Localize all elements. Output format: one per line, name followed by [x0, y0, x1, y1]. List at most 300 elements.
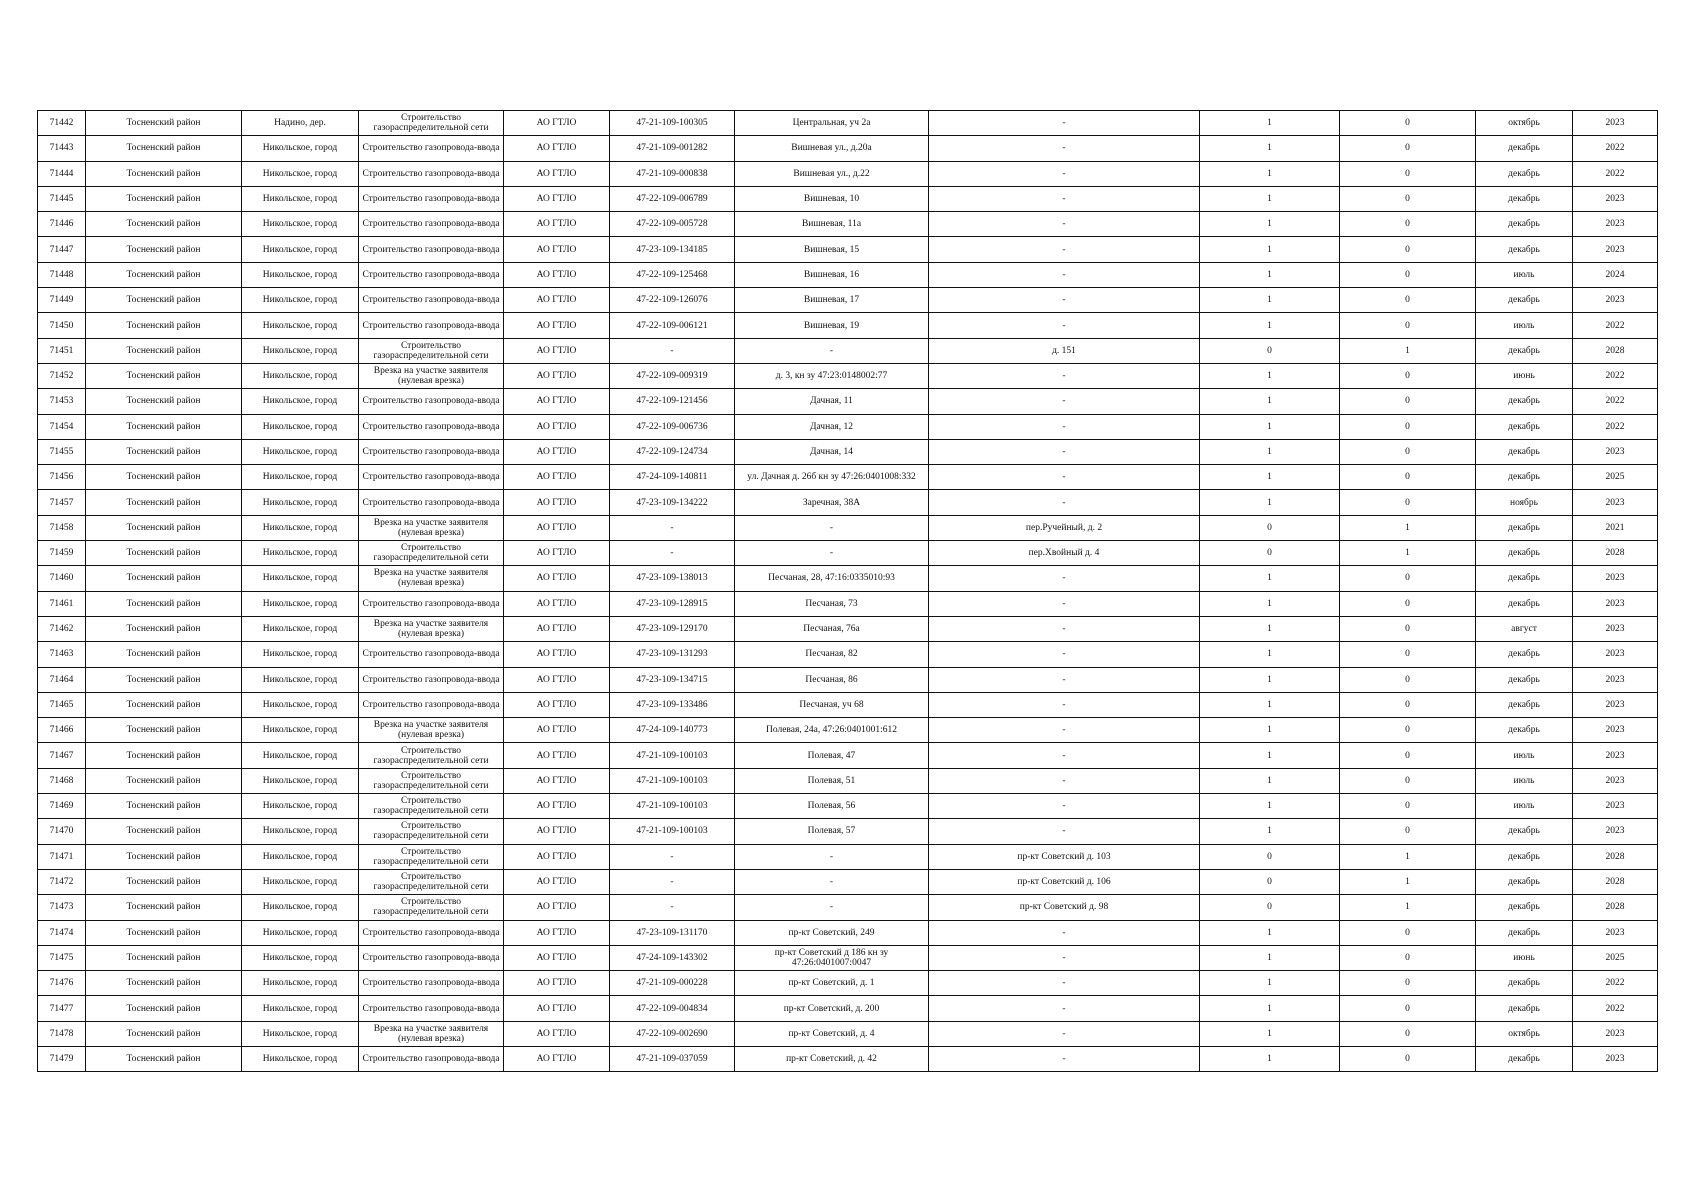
contract-number-cell: - [610, 844, 735, 869]
district-cell: Тосненский район [86, 844, 242, 869]
count-a-cell: 1 [1200, 111, 1340, 136]
work-type-cell: Строительство газораспределительной сети [359, 541, 504, 566]
table-row [38, 945, 1658, 970]
address-cell: Вишневая, 19 [735, 313, 929, 338]
contract-number-cell: 47-23-109-134715 [610, 667, 735, 692]
month-cell: декабрь [1476, 541, 1573, 566]
object-address-cell: - [929, 591, 1200, 616]
year-cell: 2023 [1573, 743, 1658, 768]
count-b-cell: 1 [1340, 895, 1476, 920]
table-row [38, 515, 1658, 540]
work-type-cell: Врезка на участке заявителя (нулевая врезка) [359, 566, 504, 591]
row-number-cell: 71443 [38, 136, 86, 161]
table-body [38, 111, 1658, 1072]
row-number-cell: 71459 [38, 541, 86, 566]
address-cell: Песчаная, 73 [735, 591, 929, 616]
district-cell: Тосненский район [86, 1021, 242, 1046]
address-cell: пр-кт Советский, д. 200 [735, 996, 929, 1021]
month-cell: декабрь [1476, 288, 1573, 313]
year-cell: 2024 [1573, 262, 1658, 287]
work-type-cell: Строительство газопровода-ввода [359, 996, 504, 1021]
address-cell: Центральная, уч 2а [735, 111, 929, 136]
organization-cell: АО ГТЛО [504, 313, 610, 338]
address-cell: пр-кт Советский, д. 1 [735, 971, 929, 996]
work-type-cell: Врезка на участке заявителя (нулевая врезка) [359, 515, 504, 540]
year-cell: 2023 [1573, 288, 1658, 313]
table-row [38, 414, 1658, 439]
address-cell: Песчаная, 28, 47:16:0335010:93 [735, 566, 929, 591]
year-cell: 2022 [1573, 996, 1658, 1021]
district-cell: Тосненский район [86, 819, 242, 844]
count-b-cell: 0 [1340, 996, 1476, 1021]
count-b-cell: 1 [1340, 844, 1476, 869]
district-cell: Тосненский район [86, 313, 242, 338]
count-a-cell: 1 [1200, 186, 1340, 211]
count-a-cell: 1 [1200, 313, 1340, 338]
contract-number-cell: 47-21-109-000838 [610, 161, 735, 186]
year-cell: 2028 [1573, 844, 1658, 869]
address-cell: пр-кт Советский, д. 4 [735, 1021, 929, 1046]
organization-cell: АО ГТЛО [504, 212, 610, 237]
settlement-cell: Никольское, город [242, 212, 359, 237]
object-address-cell: - [929, 288, 1200, 313]
count-a-cell: 1 [1200, 718, 1340, 743]
year-cell: 2023 [1573, 111, 1658, 136]
organization-cell: АО ГТЛО [504, 743, 610, 768]
organization-cell: АО ГТЛО [504, 566, 610, 591]
contract-number-cell: - [610, 515, 735, 540]
month-cell: ноябрь [1476, 490, 1573, 515]
district-cell: Тосненский район [86, 161, 242, 186]
object-address-cell: - [929, 945, 1200, 970]
year-cell: 2023 [1573, 794, 1658, 819]
count-a-cell: 0 [1200, 515, 1340, 540]
organization-cell: АО ГТЛО [504, 389, 610, 414]
object-address-cell: - [929, 819, 1200, 844]
table-row [38, 389, 1658, 414]
count-a-cell: 1 [1200, 237, 1340, 262]
organization-cell: АО ГТЛО [504, 869, 610, 894]
year-cell: 2022 [1573, 389, 1658, 414]
settlement-cell: Никольское, город [242, 743, 359, 768]
table-row [38, 1046, 1658, 1071]
count-b-cell: 0 [1340, 566, 1476, 591]
work-type-cell: Врезка на участке заявителя (нулевая врезка) [359, 616, 504, 641]
row-number-cell: 71474 [38, 920, 86, 945]
address-cell: Вишневая, 17 [735, 288, 929, 313]
row-number-cell: 71456 [38, 465, 86, 490]
settlement-cell: Никольское, город [242, 338, 359, 363]
settlement-cell: Никольское, город [242, 161, 359, 186]
row-number-cell: 71449 [38, 288, 86, 313]
year-cell: 2023 [1573, 490, 1658, 515]
year-cell: 2028 [1573, 895, 1658, 920]
year-cell: 2025 [1573, 465, 1658, 490]
settlement-cell: Никольское, город [242, 465, 359, 490]
count-b-cell: 0 [1340, 945, 1476, 970]
month-cell: декабрь [1476, 920, 1573, 945]
object-address-cell: - [929, 667, 1200, 692]
district-cell: Тосненский район [86, 389, 242, 414]
contract-number-cell: 47-22-109-126076 [610, 288, 735, 313]
object-address-cell: пр-кт Советский д. 103 [929, 844, 1200, 869]
object-address-cell: - [929, 718, 1200, 743]
work-type-cell: Строительство газопровода-ввода [359, 389, 504, 414]
year-cell: 2023 [1573, 692, 1658, 717]
row-number-cell: 71463 [38, 642, 86, 667]
settlement-cell: Никольское, город [242, 718, 359, 743]
contract-number-cell: 47-22-109-009319 [610, 363, 735, 388]
count-a-cell: 1 [1200, 161, 1340, 186]
contract-number-cell: 47-22-109-006736 [610, 414, 735, 439]
address-cell: Дачная, 11 [735, 389, 929, 414]
district-cell: Тосненский район [86, 136, 242, 161]
settlement-cell: Надино, дер. [242, 111, 359, 136]
month-cell: декабрь [1476, 971, 1573, 996]
row-number-cell: 71476 [38, 971, 86, 996]
object-address-cell: - [929, 262, 1200, 287]
address-cell: Песчаная, 82 [735, 642, 929, 667]
address-cell: Полевая, 56 [735, 794, 929, 819]
address-cell: Полевая, 47 [735, 743, 929, 768]
row-number-cell: 71464 [38, 667, 86, 692]
address-cell: - [735, 338, 929, 363]
district-cell: Тосненский район [86, 996, 242, 1021]
district-cell: Тосненский район [86, 794, 242, 819]
object-address-cell: пер.Хвойный д. 4 [929, 541, 1200, 566]
table-row [38, 161, 1658, 186]
count-a-cell: 1 [1200, 616, 1340, 641]
work-type-cell: Строительство газопровода-ввода [359, 692, 504, 717]
month-cell: декабрь [1476, 1046, 1573, 1071]
object-address-cell: - [929, 111, 1200, 136]
address-cell: Дачная, 14 [735, 439, 929, 464]
organization-cell: АО ГТЛО [504, 768, 610, 793]
count-b-cell: 0 [1340, 389, 1476, 414]
count-a-cell: 1 [1200, 591, 1340, 616]
work-type-cell: Строительство газораспределительной сети [359, 844, 504, 869]
contract-number-cell: 47-23-109-138013 [610, 566, 735, 591]
count-a-cell: 1 [1200, 262, 1340, 287]
object-address-cell: - [929, 692, 1200, 717]
table-row [38, 237, 1658, 262]
year-cell: 2028 [1573, 541, 1658, 566]
organization-cell: АО ГТЛО [504, 920, 610, 945]
work-type-cell: Строительство газопровода-ввода [359, 945, 504, 970]
contract-number-cell: 47-22-109-006121 [610, 313, 735, 338]
work-type-cell: Строительство газопровода-ввода [359, 1046, 504, 1071]
count-a-cell: 1 [1200, 212, 1340, 237]
table-row [38, 743, 1658, 768]
organization-cell: АО ГТЛО [504, 1046, 610, 1071]
organization-cell: АО ГТЛО [504, 186, 610, 211]
table-row [38, 136, 1658, 161]
object-address-cell: - [929, 971, 1200, 996]
settlement-cell: Никольское, город [242, 920, 359, 945]
organization-cell: АО ГТЛО [504, 667, 610, 692]
row-number-cell: 71444 [38, 161, 86, 186]
row-number-cell: 71473 [38, 895, 86, 920]
table-row [38, 819, 1658, 844]
contract-number-cell: - [610, 541, 735, 566]
count-a-cell: 1 [1200, 363, 1340, 388]
district-cell: Тосненский район [86, 186, 242, 211]
address-cell: - [735, 844, 929, 869]
count-a-cell: 1 [1200, 794, 1340, 819]
count-a-cell: 1 [1200, 136, 1340, 161]
month-cell: декабрь [1476, 844, 1573, 869]
object-address-cell: - [929, 389, 1200, 414]
count-b-cell: 0 [1340, 288, 1476, 313]
count-a-cell: 1 [1200, 439, 1340, 464]
district-cell: Тосненский район [86, 971, 242, 996]
settlement-cell: Никольское, город [242, 1046, 359, 1071]
object-address-cell: пр-кт Советский д. 106 [929, 869, 1200, 894]
month-cell: декабрь [1476, 186, 1573, 211]
month-cell: декабрь [1476, 692, 1573, 717]
work-type-cell: Строительство газопровода-ввода [359, 212, 504, 237]
year-cell: 2023 [1573, 642, 1658, 667]
district-cell: Тосненский район [86, 642, 242, 667]
table-row [38, 642, 1658, 667]
address-cell: - [735, 515, 929, 540]
count-b-cell: 1 [1340, 515, 1476, 540]
organization-cell: АО ГТЛО [504, 465, 610, 490]
object-address-cell: - [929, 161, 1200, 186]
count-a-cell: 1 [1200, 996, 1340, 1021]
count-b-cell: 0 [1340, 667, 1476, 692]
count-a-cell: 1 [1200, 743, 1340, 768]
month-cell: декабрь [1476, 465, 1573, 490]
object-address-cell: - [929, 414, 1200, 439]
count-a-cell: 1 [1200, 566, 1340, 591]
table-row [38, 212, 1658, 237]
address-cell: Заречная, 38А [735, 490, 929, 515]
district-cell: Тосненский район [86, 667, 242, 692]
organization-cell: АО ГТЛО [504, 414, 610, 439]
table-row [38, 844, 1658, 869]
work-type-cell: Строительство газопровода-ввода [359, 591, 504, 616]
district-cell: Тосненский район [86, 465, 242, 490]
contract-number-cell: 47-23-109-133486 [610, 692, 735, 717]
object-address-cell: пер.Ручейный, д. 2 [929, 515, 1200, 540]
organization-cell: АО ГТЛО [504, 515, 610, 540]
table-row [38, 288, 1658, 313]
address-cell: Вишневая, 10 [735, 186, 929, 211]
settlement-cell: Никольское, город [242, 363, 359, 388]
table-row [38, 667, 1658, 692]
work-type-cell: Строительство газопровода-ввода [359, 667, 504, 692]
count-b-cell: 0 [1340, 414, 1476, 439]
object-address-cell: - [929, 490, 1200, 515]
district-cell: Тосненский район [86, 338, 242, 363]
count-a-cell: 1 [1200, 1021, 1340, 1046]
district-cell: Тосненский район [86, 414, 242, 439]
district-cell: Тосненский район [86, 616, 242, 641]
count-b-cell: 0 [1340, 971, 1476, 996]
address-cell: Полевая, 51 [735, 768, 929, 793]
count-a-cell: 0 [1200, 541, 1340, 566]
count-a-cell: 1 [1200, 667, 1340, 692]
organization-cell: АО ГТЛО [504, 338, 610, 363]
address-cell: Песчаная, уч 68 [735, 692, 929, 717]
address-cell: пр-кт Советский, д. 42 [735, 1046, 929, 1071]
object-address-cell: - [929, 768, 1200, 793]
count-b-cell: 1 [1340, 541, 1476, 566]
month-cell: июль [1476, 743, 1573, 768]
month-cell: декабрь [1476, 439, 1573, 464]
organization-cell: АО ГТЛО [504, 288, 610, 313]
year-cell: 2028 [1573, 338, 1658, 363]
organization-cell: АО ГТЛО [504, 237, 610, 262]
year-cell: 2023 [1573, 212, 1658, 237]
month-cell: декабрь [1476, 895, 1573, 920]
address-cell: Полевая, 57 [735, 819, 929, 844]
settlement-cell: Никольское, город [242, 515, 359, 540]
settlement-cell: Никольское, город [242, 389, 359, 414]
settlement-cell: Никольское, город [242, 692, 359, 717]
object-address-cell: - [929, 465, 1200, 490]
settlement-cell: Никольское, город [242, 439, 359, 464]
contract-number-cell: 47-21-109-100103 [610, 819, 735, 844]
work-type-cell: Строительство газораспределительной сети [359, 869, 504, 894]
count-a-cell: 0 [1200, 869, 1340, 894]
work-type-cell: Врезка на участке заявителя (нулевая врезка) [359, 363, 504, 388]
object-address-cell: пр-кт Советский д. 98 [929, 895, 1200, 920]
district-cell: Тосненский район [86, 945, 242, 970]
row-number-cell: 71462 [38, 616, 86, 641]
row-number-cell: 71458 [38, 515, 86, 540]
row-number-cell: 71448 [38, 262, 86, 287]
settlement-cell: Никольское, город [242, 313, 359, 338]
address-cell: пр-кт Советский, 249 [735, 920, 929, 945]
month-cell: июль [1476, 262, 1573, 287]
settlement-cell: Никольское, город [242, 591, 359, 616]
object-address-cell: - [929, 237, 1200, 262]
year-cell: 2023 [1573, 819, 1658, 844]
contract-number-cell: 47-23-109-134222 [610, 490, 735, 515]
object-address-cell: - [929, 212, 1200, 237]
organization-cell: АО ГТЛО [504, 819, 610, 844]
table-row [38, 869, 1658, 894]
year-cell: 2022 [1573, 971, 1658, 996]
count-b-cell: 1 [1340, 869, 1476, 894]
count-a-cell: 1 [1200, 288, 1340, 313]
settlement-cell: Никольское, город [242, 136, 359, 161]
month-cell: декабрь [1476, 161, 1573, 186]
count-a-cell: 1 [1200, 971, 1340, 996]
month-cell: декабрь [1476, 819, 1573, 844]
work-type-cell: Строительство газораспределительной сети [359, 768, 504, 793]
contract-number-cell: 47-23-109-131293 [610, 642, 735, 667]
object-address-cell: - [929, 566, 1200, 591]
address-cell: Вишневая, 15 [735, 237, 929, 262]
contract-number-cell: 47-22-109-004834 [610, 996, 735, 1021]
contract-number-cell: 47-24-109-140811 [610, 465, 735, 490]
work-type-cell: Строительство газопровода-ввода [359, 414, 504, 439]
year-cell: 2023 [1573, 439, 1658, 464]
district-cell: Тосненский район [86, 262, 242, 287]
organization-cell: АО ГТЛО [504, 1021, 610, 1046]
work-type-cell: Строительство газораспределительной сети [359, 794, 504, 819]
contract-number-cell: - [610, 895, 735, 920]
row-number-cell: 71467 [38, 743, 86, 768]
count-a-cell: 0 [1200, 895, 1340, 920]
row-number-cell: 71452 [38, 363, 86, 388]
settlement-cell: Никольское, город [242, 186, 359, 211]
year-cell: 2023 [1573, 1021, 1658, 1046]
count-b-cell: 0 [1340, 1021, 1476, 1046]
table-row [38, 541, 1658, 566]
row-number-cell: 71447 [38, 237, 86, 262]
count-b-cell: 0 [1340, 161, 1476, 186]
year-cell: 2022 [1573, 414, 1658, 439]
organization-cell: АО ГТЛО [504, 844, 610, 869]
address-cell: ул. Дачная д. 26б кн зу 47:26:0401008:332 [735, 465, 929, 490]
row-number-cell: 71477 [38, 996, 86, 1021]
settlement-cell: Никольское, город [242, 616, 359, 641]
object-address-cell: - [929, 743, 1200, 768]
object-address-cell: - [929, 363, 1200, 388]
organization-cell: АО ГТЛО [504, 591, 610, 616]
organization-cell: АО ГТЛО [504, 895, 610, 920]
row-number-cell: 71468 [38, 768, 86, 793]
organization-cell: АО ГТЛО [504, 136, 610, 161]
table-row [38, 768, 1658, 793]
row-number-cell: 71457 [38, 490, 86, 515]
count-b-cell: 0 [1340, 743, 1476, 768]
object-address-cell: - [929, 616, 1200, 641]
contract-number-cell: 47-24-109-143302 [610, 945, 735, 970]
object-address-cell: - [929, 642, 1200, 667]
settlement-cell: Никольское, город [242, 869, 359, 894]
count-b-cell: 0 [1340, 692, 1476, 717]
month-cell: декабрь [1476, 718, 1573, 743]
district-cell: Тосненский район [86, 1046, 242, 1071]
address-cell: - [735, 895, 929, 920]
row-number-cell: 71478 [38, 1021, 86, 1046]
count-a-cell: 1 [1200, 945, 1340, 970]
month-cell: декабрь [1476, 338, 1573, 363]
district-cell: Тосненский район [86, 237, 242, 262]
table-row [38, 262, 1658, 287]
count-b-cell: 0 [1340, 313, 1476, 338]
table-row [38, 692, 1658, 717]
settlement-cell: Никольское, город [242, 566, 359, 591]
address-cell: Дачная, 12 [735, 414, 929, 439]
contract-number-cell: 47-21-109-037059 [610, 1046, 735, 1071]
count-b-cell: 0 [1340, 591, 1476, 616]
table-row [38, 111, 1658, 136]
object-address-cell: - [929, 186, 1200, 211]
contract-number-cell: 47-21-109-100305 [610, 111, 735, 136]
organization-cell: АО ГТЛО [504, 642, 610, 667]
count-b-cell: 0 [1340, 186, 1476, 211]
settlement-cell: Никольское, город [242, 237, 359, 262]
month-cell: декабрь [1476, 566, 1573, 591]
settlement-cell: Никольское, город [242, 819, 359, 844]
row-number-cell: 71460 [38, 566, 86, 591]
work-type-cell: Строительство газопровода-ввода [359, 161, 504, 186]
district-cell: Тосненский район [86, 541, 242, 566]
work-type-cell: Строительство газораспределительной сети [359, 743, 504, 768]
count-b-cell: 1 [1340, 338, 1476, 363]
year-cell: 2023 [1573, 566, 1658, 591]
organization-cell: АО ГТЛО [504, 794, 610, 819]
table-row [38, 920, 1658, 945]
organization-cell: АО ГТЛО [504, 616, 610, 641]
address-cell: Полевая, 24а, 47:26:0401001:612 [735, 718, 929, 743]
